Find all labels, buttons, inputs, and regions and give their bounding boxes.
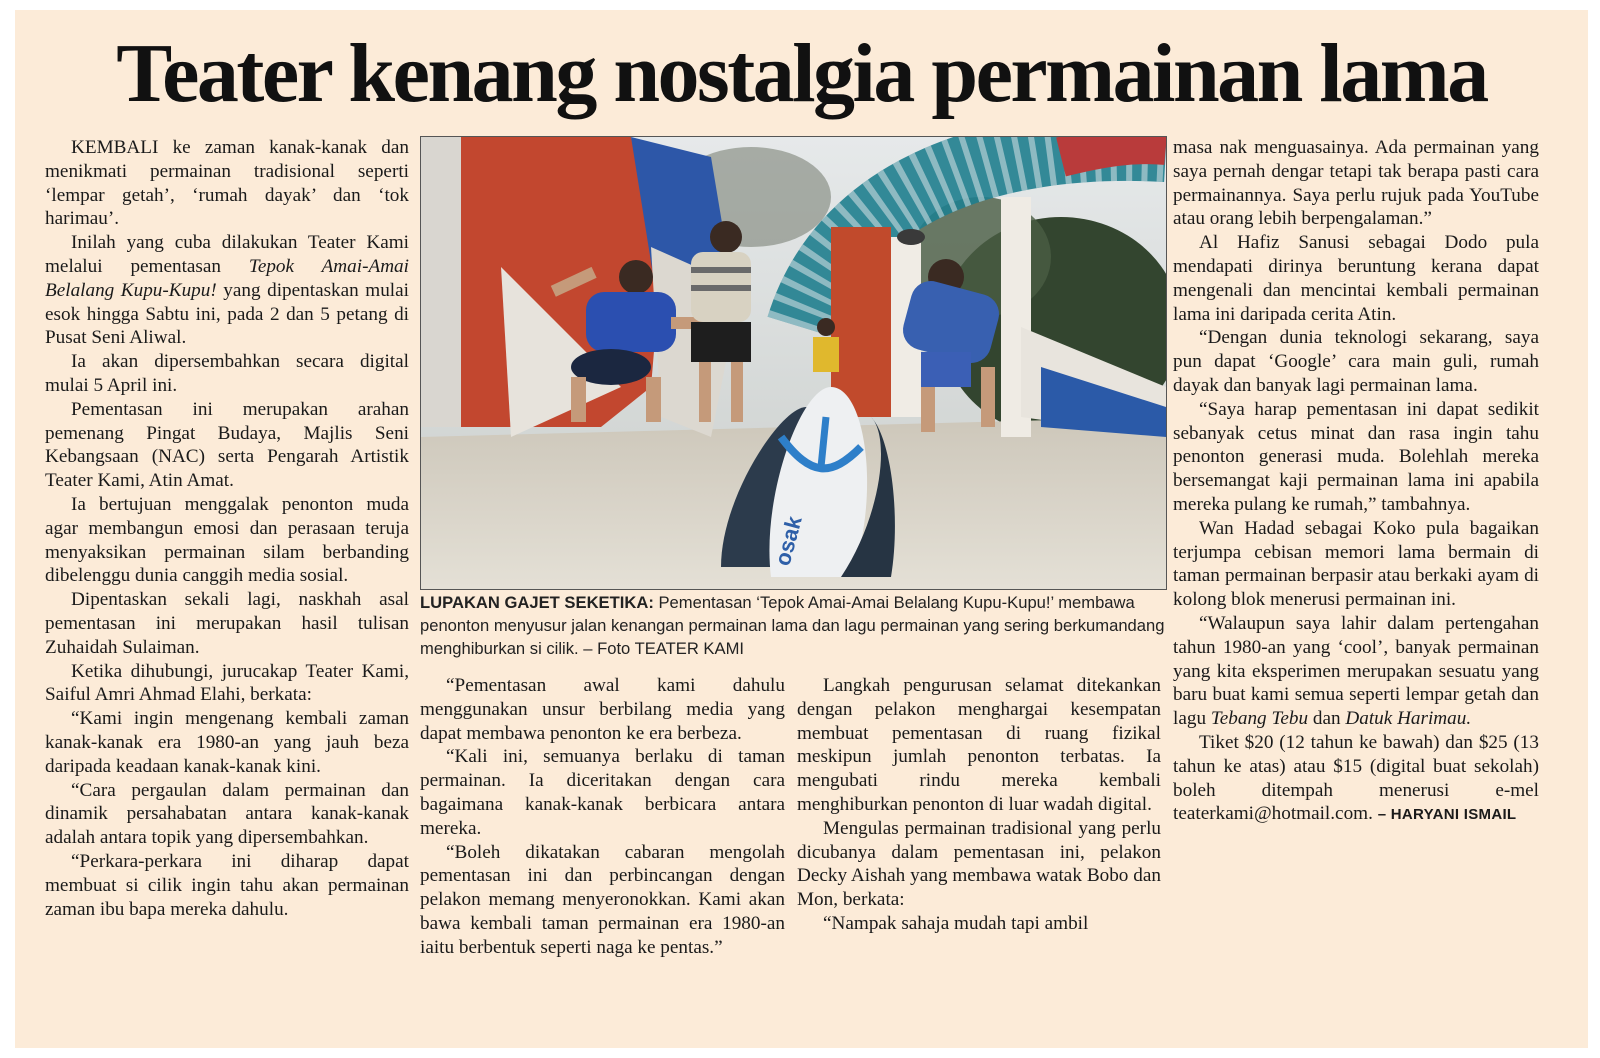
paragraph: “Pementasan awal kami dahulu menggunakan unsur berbilang media yang dapat membawa penonton ke era berbeza. (420, 675, 785, 744)
caption-lead: LUPAKAN GAJET SEKETIKA: (420, 593, 654, 612)
paragraph: Wan Hadad sebagai Koko pula bagaikan terjumpa cebisan memori lama bermain di taman permainan berpasir atau berkaki ayam di kolong blok menerusi permainan ini. (1173, 517, 1539, 611)
paragraph: “Kali ini, semuanya berlaku di taman permainan. Ia diceritakan dengan cara bagaimana kanak-kanak berbicara antara mereka. (420, 746, 785, 839)
paragraph: “Saya harap pementasan ini dapat sedikit sebanyak cetus minat dan rasa ingin tahu penonton generasi muda. Bolehlah mereka bersemangat kaji permainan lama ini apabila mereka pulang ke rumah,” tambahnya. (1173, 398, 1539, 515)
paragraph: “Dengan dunia teknologi sekarang, saya pun dapat ‘Google’ cara main guli, rumah dayak dan banyak lagi permainan lama. (1173, 327, 1539, 396)
paragraph: Ketika dihubungi, jurucakap Teater Kami, Saiful Amri Ahmad Elahi, berkata: (45, 660, 409, 706)
paragraph: Mengulas permainan tradisional yang perlu dicubanya dalam pementasan ini, pelakon Decky Aishah yang membawa watak Bobo dan Mon, berkata: (797, 817, 1161, 911)
article-column-4 (1173, 136, 1539, 827)
song-title: Tebang Tebu (1210, 708, 1309, 730)
text-run: Tiket $20 (12 tahun ke bawah) dan $25 (13 tahun ke atas) atau $15 (digital buat sekolah) boleh ditempah menerusi e-mel teaterkami@hotmail.com. (1173, 731, 1539, 825)
article-column-3 (797, 674, 1161, 936)
paragraph: Ia akan dipersembahkan secara digital mulai 5 April ini. (45, 351, 409, 396)
photo-caption (420, 592, 1165, 660)
article-photo (420, 136, 1167, 590)
paragraph: masa nak menguasainya. Ada permainan yang saya pernah dengar tetapi tak berapa pasti cara permainannya. Saya perlu rujuk pada YouTube atau orang lebih berpengalaman.” (1173, 137, 1539, 230)
paragraph: “Boleh dikatakan cabaran mengolah pementasan ini dan perbincangan dengan pelakon memang menyeronokkan. Kami akan bawa kembali taman permainan era 1980-an iaitu berbentuk seperti naga ke pentas.” (420, 841, 785, 958)
slipper-logo: osak (769, 513, 807, 569)
paragraph: “Nampak sahaja mudah tapi ambil (823, 912, 1089, 934)
paragraph: Dipentaskan sekali lagi, naskhah asal pementasan ini merupakan hasil tulisan Zuhaidah Sulaiman. (45, 589, 409, 658)
paragraph (45, 231, 409, 350)
paragraph (1173, 731, 1539, 827)
article-column-1 (45, 136, 409, 921)
playground-photo-illustration (421, 137, 1166, 589)
paragraph: “Cara pergaulan dalam permainan dan dinamik persahabatan antara kanak-kanak adalah antara topik yang dipersembahkan. (45, 779, 409, 849)
text-run: dan (1308, 708, 1346, 730)
paragraph: Ia bertujuan menggalak penonton muda agar membangun emosi dan perasaan teruja menyaksikan permainan silam berbanding dibelenggu dunia canggih media sosial. (45, 493, 409, 587)
paragraph: “Perkara-perkara ini diharap dapat membuat si cilik ingin tahu akan permainan zaman ibu bapa mereka dahulu. (45, 850, 409, 920)
text-run: yang dipentaskan mulai esok hingga Sabtu ini, pada 2 dan 5 petang di Pusat Seni Aliwal. (45, 279, 409, 349)
paragraph: KEMBALI ke zaman kanak-kanak dan menikmati permainan tradisional seperti ‘lempar getah’, ‘rumah dayak’ dan ‘tok harimau’. (45, 137, 409, 230)
newspaper-clipping (15, 10, 1588, 1048)
paragraph: “Kami ingin mengenang kembali zaman kanak-kanak era 1980-an yang jauh beza daripada keadaan kanak-kanak kini. (45, 708, 409, 777)
text-run: “Walaupun saya lahir dalam pertengahan tahun 1980-an yang ‘cool’, banyak permainan yang kita eksperimen merupakan sesuatu yang baru buat kami semua seperti lempar getah dan lagu (1173, 612, 1539, 730)
paragraph (1173, 612, 1539, 731)
song-title: Datuk Harimau. (1345, 708, 1472, 730)
paragraph: Al Hafiz Sanusi sebagai Dodo pula mendapati dirinya beruntung kerana dapat mengenali dan mencintai kembali permainan lama ini daripada cerita Atin. (1173, 232, 1539, 325)
headline: Teater kenang nostalgia permainan lama (116, 27, 1487, 120)
byline: – HARYANI ISMAIL (1377, 806, 1517, 824)
text-run: Inilah yang cuba dilakukan Teater Kami melalui pementasan (45, 232, 409, 277)
show-title: Tepok Amai-Amai Belalang Kupu-Kupu! (45, 255, 409, 301)
paragraph: Langkah pengurusan selamat ditekankan dengan pelakon menghargai kesempatan membuat pementasan di ruang fizikal meskipun jumlah penonton terbatas. Ia mengubati rindu mereka kembali menghiburkan penonton di luar wadah digital. (797, 675, 1161, 815)
article-column-2 (420, 674, 785, 960)
paragraph: Pementasan ini merupakan arahan pemenang Pingat Budaya, Majlis Seni Kebangsaan (NAC) serta Pengarah Artistik Teater Kami, Atin Amat. (45, 398, 409, 492)
caption-body: Pementasan ‘Tepok Amai-Amai Belalang Kupu-Kupu!’ membawa penonton menyusur jalan kenangan permainan lama dan lagu permainan yang sering berkumandang menghiburkan si cilik. – Foto TEATER KAMI (420, 593, 1165, 658)
